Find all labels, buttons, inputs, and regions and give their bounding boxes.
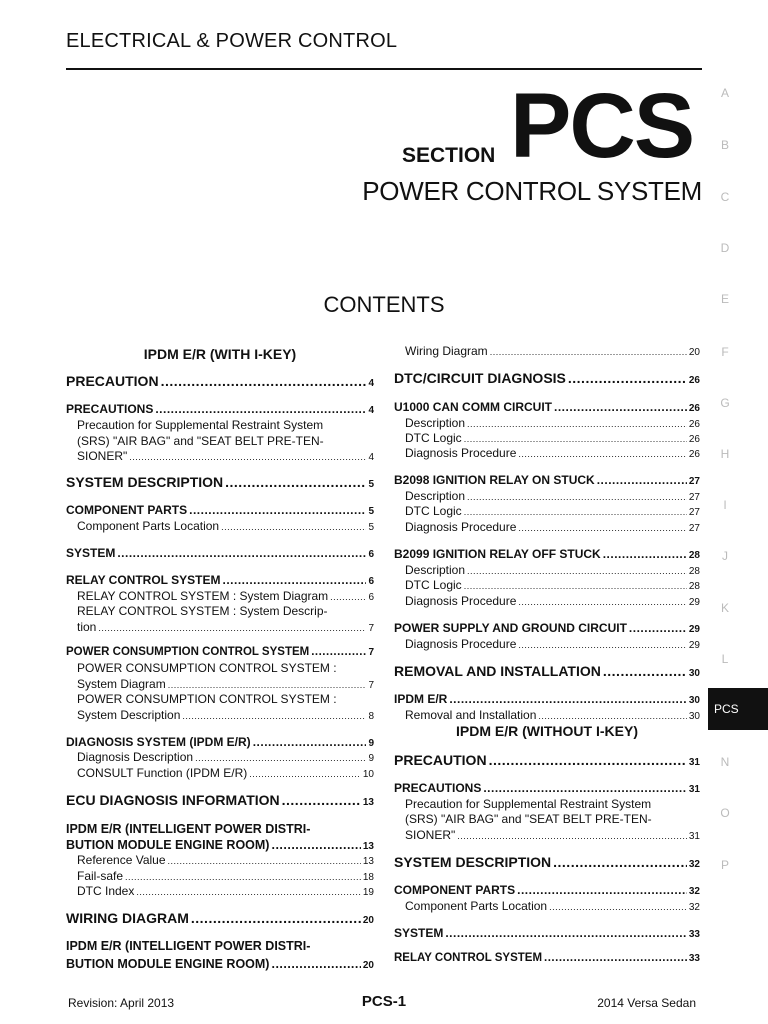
toc-title: IPDM E/R — [394, 692, 448, 706]
toc-title: COMPONENT PARTS — [394, 883, 516, 897]
leader-dots — [117, 546, 366, 560]
tab-i[interactable]: I — [723, 498, 727, 512]
toc-page: 30 — [688, 668, 700, 679]
toc-page: 4 — [368, 452, 374, 463]
toc-title: U1000 CAN COMM CIRCUIT — [394, 400, 553, 414]
leader-dots — [518, 597, 686, 607]
leader-dots — [549, 902, 687, 912]
leader-dots — [603, 547, 687, 561]
leader-dots — [489, 752, 687, 768]
toc-ipdm-er-wiring-line2[interactable] — [66, 957, 374, 971]
toc-title: Diagnosis Procedure — [405, 446, 517, 460]
tab-a[interactable]: A — [720, 86, 729, 100]
toc-ipdm-er-line1[interactable]: IPDM E/R (INTELLIGENT POWER DISTRI- — [66, 822, 311, 836]
toc-page: 20 — [688, 347, 700, 358]
toc-ipdm-er-wiring-line1[interactable]: IPDM E/R (INTELLIGENT POWER DISTRI- — [66, 939, 311, 953]
leader-dots — [597, 473, 687, 487]
toc-page: 32 — [688, 886, 700, 897]
leader-dots — [553, 854, 687, 870]
toc-page: 28 — [688, 550, 700, 561]
toc-title: RELAY CONTROL SYSTEM : System Diagram — [77, 589, 329, 603]
tab-l[interactable]: L — [721, 652, 729, 666]
toc-system[interactable] — [66, 546, 374, 560]
toc-page: 32 — [688, 902, 700, 913]
leader-dots — [253, 735, 367, 749]
toc-page: 29 — [688, 640, 700, 651]
toc-b2099-diagnosis-procedure[interactable] — [394, 594, 700, 608]
toc-srs-line1-2[interactable]: Precaution for Supplemental Restraint System — [405, 797, 652, 811]
toc-page: 7 — [368, 680, 374, 691]
leader-dots — [538, 711, 686, 721]
tab-d[interactable]: D — [720, 241, 730, 255]
footer-page-number: PCS-1 — [361, 993, 407, 1010]
toc-page: 19 — [362, 887, 374, 898]
toc-system-2[interactable] — [394, 926, 700, 940]
toc-component-parts-location-2[interactable] — [394, 899, 700, 913]
toc-wiring-diagram[interactable] — [66, 910, 374, 926]
toc-page: 26 — [688, 419, 700, 430]
toc-u1000-description[interactable] — [394, 416, 700, 430]
toc-component-parts[interactable] — [66, 503, 374, 517]
tab-pcs-active[interactable]: PCS — [708, 688, 768, 730]
leader-dots — [518, 449, 686, 459]
toc-pcs-diagram-line1[interactable]: POWER CONSUMPTION CONTROL SYSTEM : — [77, 661, 337, 675]
toc-u1000[interactable] — [394, 400, 700, 414]
toc-page: 13 — [362, 797, 374, 808]
toc-page: 6 — [368, 549, 374, 560]
toc-component-parts-location[interactable] — [66, 519, 374, 533]
toc-page: 31 — [688, 831, 700, 842]
toc-diagnosis-system[interactable] — [66, 735, 374, 749]
leader-dots — [518, 523, 686, 533]
toc-page: 5 — [368, 479, 374, 490]
toc-title: DTC Logic — [405, 578, 462, 592]
toc-page: 5 — [368, 506, 374, 517]
toc-title: Description — [405, 489, 466, 503]
leader-dots — [449, 692, 687, 706]
toc-page: 27 — [688, 523, 700, 534]
tab-h[interactable]: H — [720, 447, 730, 461]
leader-dots — [168, 856, 361, 866]
leader-dots — [271, 838, 360, 852]
toc-page: 30 — [688, 695, 700, 706]
tab-c[interactable]: C — [720, 190, 730, 204]
toc-ipdm-er[interactable] — [394, 692, 700, 706]
toc-page: 31 — [688, 757, 700, 768]
toc-page: 26 — [688, 449, 700, 460]
tab-j[interactable]: J — [722, 549, 728, 563]
toc-title: Diagnosis Procedure — [405, 520, 517, 534]
toc-page: 31 — [688, 784, 700, 795]
leader-dots — [282, 792, 361, 808]
toc-title: SYSTEM DESCRIPTION — [394, 854, 552, 870]
section-code: PCS — [510, 75, 694, 177]
toc-diagnosis-description[interactable] — [66, 750, 374, 764]
leader-dots — [249, 769, 361, 779]
leader-dots — [490, 347, 687, 357]
toc-system-description-2[interactable] — [394, 854, 700, 870]
toc-page: 7 — [368, 647, 374, 658]
leader-dots — [629, 621, 687, 635]
toc-b2098-dtc-logic[interactable] — [394, 504, 700, 518]
leader-dots — [554, 400, 687, 414]
toc-title: SIONER" — [405, 828, 456, 842]
tab-p[interactable]: P — [720, 858, 729, 872]
toc-page: 4 — [368, 378, 374, 389]
toc-ipdm-er-line2[interactable] — [66, 838, 374, 852]
toc-title: PRECAUTION — [66, 373, 159, 389]
tab-e[interactable]: E — [720, 292, 729, 306]
leader-dots — [457, 831, 687, 841]
toc-title: Component Parts Location — [405, 899, 548, 913]
toc-title: Wiring Diagram — [405, 344, 488, 358]
toc-precautions[interactable] — [66, 402, 374, 416]
toc-title: DTC Logic — [405, 431, 462, 445]
toc-srs-line1[interactable]: Precaution for Supplemental Restraint System — [77, 418, 324, 432]
leader-dots — [467, 492, 687, 502]
toc-b2098-diagnosis-procedure[interactable] — [394, 520, 700, 534]
leader-dots — [517, 883, 687, 897]
tab-f[interactable]: F — [721, 345, 729, 359]
toc-srs-line3-2[interactable] — [394, 828, 700, 842]
toc-title: DTC/CIRCUIT DIAGNOSIS — [394, 370, 566, 386]
leader-dots — [330, 592, 366, 602]
toc-relay-system-diagram[interactable] — [66, 589, 374, 603]
toc-page: 6 — [368, 576, 374, 587]
toc-title: Description — [405, 563, 466, 577]
toc-title: PRECAUTION — [394, 752, 487, 768]
toc-pcs-diagram-line2[interactable] — [66, 677, 374, 691]
toc-page: 9 — [368, 753, 374, 764]
toc-dtc-circuit-diagnosis[interactable] — [394, 370, 700, 386]
toc-page: 20 — [362, 960, 374, 971]
leader-dots — [168, 680, 367, 690]
toc-title: SIONER" — [77, 449, 128, 463]
toc-srs-line3[interactable] — [66, 449, 374, 463]
toc-precaution[interactable] — [66, 373, 374, 389]
tab-b[interactable]: B — [720, 138, 729, 152]
toc-page: 32 — [688, 859, 700, 870]
toc-title: BUTION MODULE ENGINE ROOM) — [66, 838, 270, 852]
toc-title: RELAY CONTROL SYSTEM — [66, 573, 221, 587]
leader-dots — [195, 753, 366, 763]
leader-dots — [568, 370, 687, 386]
toc-b2098-description[interactable] — [394, 489, 700, 503]
leader-dots — [225, 474, 366, 490]
leader-dots — [189, 503, 366, 517]
toc-title: BUTION MODULE ENGINE ROOM) — [66, 957, 270, 971]
toc-page: 27 — [688, 492, 700, 503]
footer-model: 2014 Versa Sedan — [597, 996, 696, 1010]
toc-wiring-diagram-sub[interactable] — [394, 344, 700, 358]
leader-dots — [464, 434, 687, 444]
leader-dots — [464, 507, 687, 517]
toc-page: 26 — [688, 434, 700, 445]
toc-page: 30 — [688, 711, 700, 722]
section-name: POWER CONTROL SYSTEM — [362, 176, 702, 206]
leader-dots — [222, 573, 366, 587]
leader-dots — [136, 887, 361, 897]
toc-title: ECU DIAGNOSIS INFORMATION — [66, 792, 280, 808]
toc-page: 26 — [688, 403, 700, 414]
toc-u1000-dtc-logic[interactable] — [394, 431, 700, 445]
toc-title: Diagnosis Description — [77, 750, 194, 764]
toc-title: POWER CONSUMPTION CONTROL SYSTEM — [66, 646, 310, 658]
toc-page: 13 — [362, 856, 374, 867]
toc-page: 33 — [688, 929, 700, 940]
toc-title: SYSTEM DESCRIPTION — [66, 474, 224, 490]
tab-k[interactable]: K — [720, 601, 729, 615]
toc-title: Component Parts Location — [77, 519, 220, 533]
toc-reference-value[interactable] — [66, 853, 374, 867]
toc-page: 9 — [368, 738, 374, 749]
tab-n[interactable]: N — [720, 755, 730, 769]
toc-srs-line2[interactable]: (SRS) "AIR BAG" and "SEAT BELT PRE-TEN- — [77, 434, 324, 448]
leader-dots — [467, 419, 687, 429]
toc-title: REMOVAL AND INSTALLATION — [394, 663, 601, 679]
toc-relay-system-description-line1[interactable]: RELAY CONTROL SYSTEM : System Descrip- — [77, 604, 328, 618]
leader-dots — [221, 522, 366, 532]
toc-pcs-description-line2[interactable] — [66, 708, 374, 722]
toc-title: Description — [405, 416, 466, 430]
toc-title: SYSTEM — [66, 546, 116, 560]
header-rule — [66, 68, 702, 70]
toc-component-parts-2[interactable] — [394, 883, 700, 897]
leader-dots — [518, 640, 686, 650]
toc-title: Diagnosis Procedure — [405, 637, 517, 651]
toc-page: 28 — [688, 581, 700, 592]
toc-precautions-2[interactable] — [394, 781, 700, 795]
toc-page: 20 — [362, 915, 374, 926]
toc-page: 33 — [688, 953, 700, 964]
leader-dots — [271, 957, 360, 971]
leader-dots — [464, 581, 687, 591]
leader-dots — [483, 781, 687, 795]
toc-title: DTC Logic — [405, 504, 462, 518]
tab-g[interactable]: G — [720, 396, 730, 410]
leader-dots — [467, 566, 687, 576]
toc-relay-control-system[interactable] — [66, 573, 374, 587]
toc-b2099-description[interactable] — [394, 563, 700, 577]
toc-page: 13 — [362, 841, 374, 852]
toc-page: 27 — [688, 507, 700, 518]
tab-o[interactable]: O — [720, 806, 730, 820]
toc-srs-line2-2[interactable]: (SRS) "AIR BAG" and "SEAT BELT PRE-TEN- — [405, 812, 652, 826]
group-heading-with-ikey: IPDM E/R (WITH I-KEY) — [143, 346, 297, 362]
toc-title: B2098 IGNITION RELAY ON STUCK — [394, 473, 595, 487]
toc-pcs-description-line1[interactable]: POWER CONSUMPTION CONTROL SYSTEM : — [77, 692, 337, 706]
toc-ecu-diagnosis-information[interactable] — [66, 792, 374, 808]
toc-relay-system-description-line2[interactable] — [66, 620, 374, 634]
toc-page: 4 — [368, 405, 374, 416]
leader-dots — [445, 926, 687, 940]
toc-page: 10 — [362, 769, 374, 780]
leader-dots — [182, 711, 366, 721]
toc-title: Removal and Installation — [405, 708, 537, 722]
toc-title: SYSTEM — [394, 926, 444, 940]
toc-psgc-diagnosis-procedure[interactable] — [394, 637, 700, 651]
toc-dtc-index[interactable] — [66, 884, 374, 898]
toc-title: Diagnosis Procedure — [405, 594, 517, 608]
toc-title: PRECAUTIONS — [66, 402, 154, 416]
toc-title: WIRING DIAGRAM — [66, 910, 189, 926]
group-heading-without-ikey: IPDM E/R (WITHOUT I-KEY) — [456, 723, 638, 739]
toc-power-consumption-control-system[interactable] — [66, 646, 374, 658]
toc-page: 7 — [368, 623, 374, 634]
toc-title: DIAGNOSIS SYSTEM (IPDM E/R) — [66, 735, 251, 749]
leader-dots — [155, 402, 366, 416]
toc-u1000-diagnosis-procedure[interactable] — [394, 446, 700, 460]
toc-precaution-2[interactable] — [394, 752, 700, 768]
leader-dots — [125, 872, 361, 882]
leader-dots — [98, 623, 366, 633]
toc-b2099[interactable] — [394, 547, 700, 561]
toc-title: POWER SUPPLY AND GROUND CIRCUIT — [394, 621, 627, 635]
leader-dots — [311, 646, 366, 658]
toc-title: System Diagram — [77, 677, 166, 691]
toc-page: 28 — [688, 566, 700, 577]
toc-removal-and-installation[interactable] — [394, 708, 700, 722]
toc-relay-control-system-2[interactable] — [394, 952, 700, 964]
leader-dots — [161, 373, 367, 389]
toc-title: B2099 IGNITION RELAY OFF STUCK — [394, 547, 601, 561]
header-title: ELECTRICAL & POWER CONTROL — [66, 30, 398, 52]
toc-title: Reference Value — [77, 853, 166, 867]
toc-title: Fail-safe — [77, 869, 124, 883]
section-word: SECTION — [402, 144, 496, 167]
toc-page: 29 — [688, 624, 700, 635]
leader-dots — [191, 910, 361, 926]
toc-title: DTC Index — [77, 884, 135, 898]
toc-page: 8 — [368, 711, 374, 722]
leader-dots — [603, 663, 687, 679]
toc-page: 29 — [688, 597, 700, 608]
toc-b2098[interactable] — [394, 473, 700, 487]
toc-page: 6 — [368, 592, 374, 603]
toc-title: RELAY CONTROL SYSTEM — [394, 952, 543, 964]
leader-dots — [544, 952, 687, 964]
toc-title: CONSULT Function (IPDM E/R) — [77, 766, 248, 780]
toc-title: tion — [77, 620, 97, 634]
toc-title: System Description — [77, 708, 181, 722]
toc-system-description[interactable] — [66, 474, 374, 490]
toc-title: PRECAUTIONS — [394, 781, 482, 795]
toc-page: 18 — [362, 872, 374, 883]
toc-removal-installation[interactable] — [394, 663, 700, 679]
toc-page: 5 — [368, 522, 374, 533]
toc-fail-safe[interactable] — [66, 869, 374, 883]
toc-page: 26 — [688, 375, 700, 386]
toc-b2099-dtc-logic[interactable] — [394, 578, 700, 592]
toc-title: COMPONENT PARTS — [66, 503, 188, 517]
leader-dots — [129, 452, 366, 462]
contents-title: CONTENTS — [323, 292, 445, 317]
toc-power-supply-ground-circuit[interactable] — [394, 621, 700, 635]
toc-page: 27 — [688, 476, 700, 487]
footer-revision: Revision: April 2013 — [68, 996, 175, 1010]
toc-consult-function[interactable] — [66, 766, 374, 780]
